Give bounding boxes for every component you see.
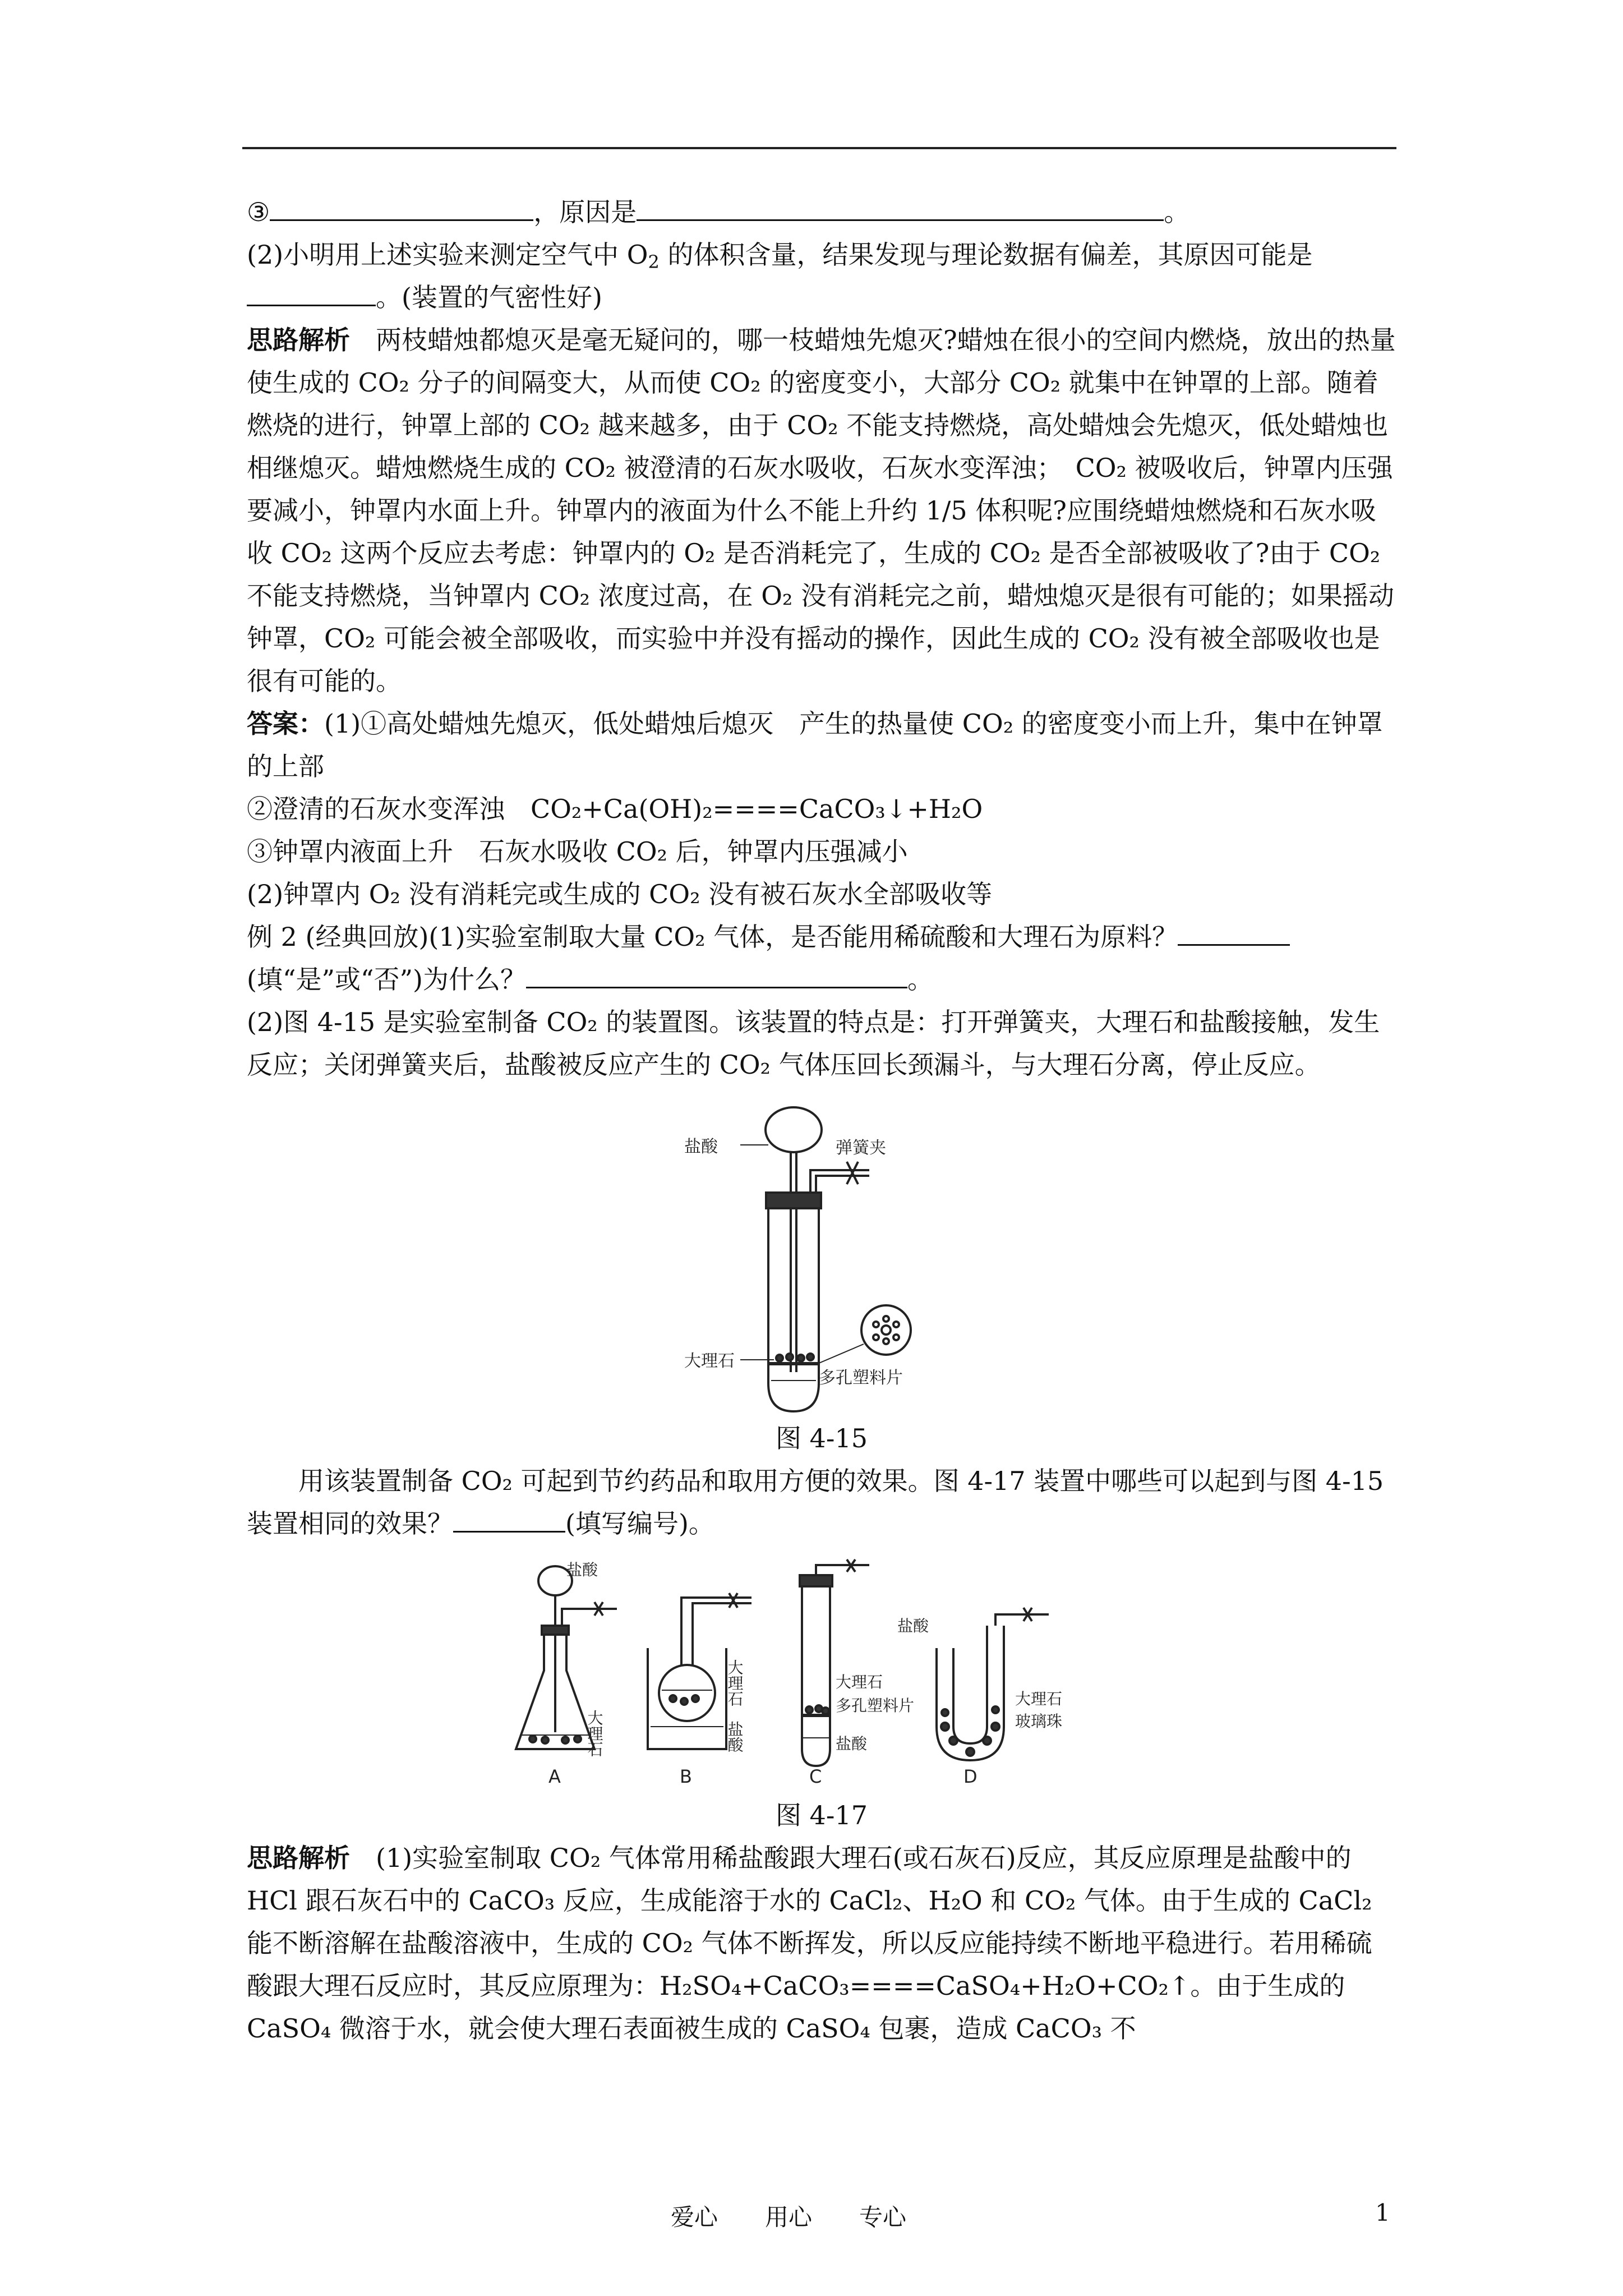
text-span: (2)小明用上述实验来测定空气中 O (247, 240, 648, 270)
label-d-marble: 大理石 (1015, 1690, 1063, 1708)
text-span: 用该装置制备 CO₂ 可起到节约药品和取用方便的效果。图 4-17 装置中哪些可以起到与图 4-15 装置相同的效果？ (247, 1466, 1384, 1539)
page-number: 1 (1375, 2199, 1390, 2226)
label-c-plate: 多孔塑料片 (836, 1696, 915, 1715)
question-2 (247, 233, 1396, 319)
label-plate: 多孔塑料片 (819, 1368, 903, 1388)
outlet-tube (810, 1170, 869, 1193)
plate-detail (861, 1305, 911, 1355)
figure-caption-4-15: 图 4-15 (776, 1423, 868, 1453)
text-span: 。(装置的气密性好) (376, 282, 602, 312)
text-span: (填“是”或“否”)为什么？ (247, 964, 526, 995)
analysis-label: 思路解析 (247, 1843, 350, 1873)
figure-4-17 (510, 1558, 1127, 1794)
document-body (247, 191, 1396, 2050)
answer-blank (453, 1508, 565, 1533)
answer-1 (247, 702, 1396, 788)
label-B: B (680, 1766, 692, 1787)
analysis-2 (247, 1837, 1396, 2050)
analysis-label: 思路解析 (247, 325, 350, 355)
label-d-beads: 玻璃珠 (1015, 1712, 1063, 1731)
test-tube (768, 1198, 819, 1411)
example-2-part-2: (2)图 4-15 是实验室制备 CO₂ 的装置图。该装置的特点是：打开弹簧夹，大理石和盐酸接触，发生反应；关闭弹簧夹后，盐酸被反应产生的 CO₂ 气体压回长颈漏斗，与大理石分离，停止反应。 (247, 1007, 1380, 1080)
rubber-stopper (766, 1193, 821, 1208)
question-line-3 (247, 191, 1396, 233)
label-a-acid: 盐酸 (566, 1561, 598, 1579)
question-fig-4-17 (247, 1460, 1396, 1545)
analysis-1 (247, 319, 1396, 702)
header-rule (242, 147, 1396, 149)
example-2-part-1 (247, 915, 1396, 1001)
outlet-tube (816, 1176, 869, 1193)
label-c-marble: 大理石 (836, 1673, 883, 1691)
circled-3: ③ (247, 197, 270, 227)
figure-caption-4-17: 图 4-17 (776, 1800, 868, 1830)
funnel-bulb (766, 1107, 822, 1152)
text-span: 。 (907, 964, 933, 995)
answer-blank (270, 197, 533, 221)
text-span: ，原因是 (533, 197, 637, 227)
answer-label: 答案： (247, 708, 324, 739)
page-footer: 爱心 用心 专心 (671, 2203, 907, 2231)
label-D: D (963, 1766, 978, 1787)
text-span: 的体积含量，结果发现与理论数据有偏差，其原因可能是 (659, 240, 1313, 270)
analysis-text: (1)实验室制取 CO₂ 气体常用稀盐酸跟大理石(或石灰石)反应，其反应原理是盐酸中的 HCl 跟石灰石中的 CaCO₃ 反应，生成能溶于水的 CaCl₂、H₂O 和 CO₂ 气体。由于生成的 CaCl₂ 能不断溶解在盐酸溶液中，生成的 CO₂ 气体不断挥发，所以反应能持续不断地平稳进行。若用稀硫酸跟大理石反应时，其反应原理为：H₂SO₄+CaCO₃====CaSO₄+H₂O+CO₂↑。由于生成的 CaSO₄ 微溶于水，就会使大理石表面被生成的 CaSO₄ 包裹，造成 CaCO₃ 不 (247, 1843, 1372, 2044)
outlet-tube-a (562, 1609, 617, 1626)
u-tube (937, 1626, 1004, 1760)
text-span: 。 (1164, 197, 1190, 227)
answer-blank (637, 197, 1164, 221)
label-b-acid: 盐酸 (725, 1721, 744, 1752)
label-c-acid: 盐酸 (836, 1734, 868, 1753)
answer-3: ③钟罩内液面上升 石灰水吸收 CO₂ 后，钟罩内压强减小 (247, 836, 908, 867)
answer-2: ②澄清的石灰水变浑浊 CO₂+Ca(OH)₂====CaCO₃↓+H₂O (247, 794, 983, 824)
label-clamp: 弹簧夹 (836, 1138, 886, 1158)
subscript: 2 (648, 251, 660, 273)
answer-blank (1178, 922, 1290, 946)
label-acid: 盐酸 (684, 1137, 718, 1157)
label-marble: 大理石 (684, 1351, 735, 1371)
label-A: A (548, 1766, 561, 1787)
text-span: 例 2 (经典回放)(1)实验室制取大量 CO₂ 气体，是否能用稀硫酸和大理石为原料？ (247, 922, 1178, 952)
label-b-marble: 大理石 (725, 1659, 744, 1706)
answer-text: (1)①高处蜡烛先熄灭，低处蜡烛后熄灭 产生的热量使 CO₂ 的密度变小而上升，集中在钟罩的上部 (247, 708, 1383, 781)
round-flask (659, 1665, 715, 1721)
analysis-text: 两枝蜡烛都熄灭是毫无疑问的，哪一枝蜡烛先熄灭?蜡烛在很小的空间内燃烧，放出的热量使生成的 CO₂ 分子的间隔变大，从而使 CO₂ 的密度变小，大部分 CO₂ 就集中在钟罩的上部。随着燃烧的进行，钟罩上部的 CO₂ 越来越多，由于 CO₂ 不能支持燃烧，高处蜡烛会先熄灭，低处蜡烛也相继熄灭。蜡烛燃烧生成的 CO₂ 被澄清的石灰水吸收，石灰水变浑浊； CO₂ 被吸收后，钟罩内压强要减小，钟罩内水面上升。钟罩内的液面为什么不能上升约 1/5 体积呢?应围绕蜡烛燃烧和石灰水吸收 CO₂ 这两个反应去考虑：钟罩内的 O₂ 是否消耗完了，生成的 CO₂ 是否全部被吸收了?由于 CO₂ 不能支持燃烧，当钟罩内 CO₂ 浓度过高，在 O₂ 没有消耗完之前，蜡烛熄灭是很有可能的；如果摇动钟罩，CO₂ 可能会被全部吸收，而实验中并没有摇动的操作，因此生成的 CO₂ 没有被全部吸收也是很有可能的。 (247, 325, 1396, 696)
label-C: C (809, 1766, 822, 1787)
figure-4-15 (684, 1103, 942, 1417)
answer-4: (2)钟罩内 O₂ 没有消耗完或生成的 CO₂ 没有被石灰水全部吸收等 (247, 879, 993, 909)
answer-blank (526, 964, 907, 988)
label-a-marble: 大理石 (585, 1710, 604, 1757)
answer-blank (247, 282, 376, 306)
label-d-acid: 盐酸 (897, 1617, 929, 1635)
text-span: (填写编号)。 (565, 1508, 714, 1539)
